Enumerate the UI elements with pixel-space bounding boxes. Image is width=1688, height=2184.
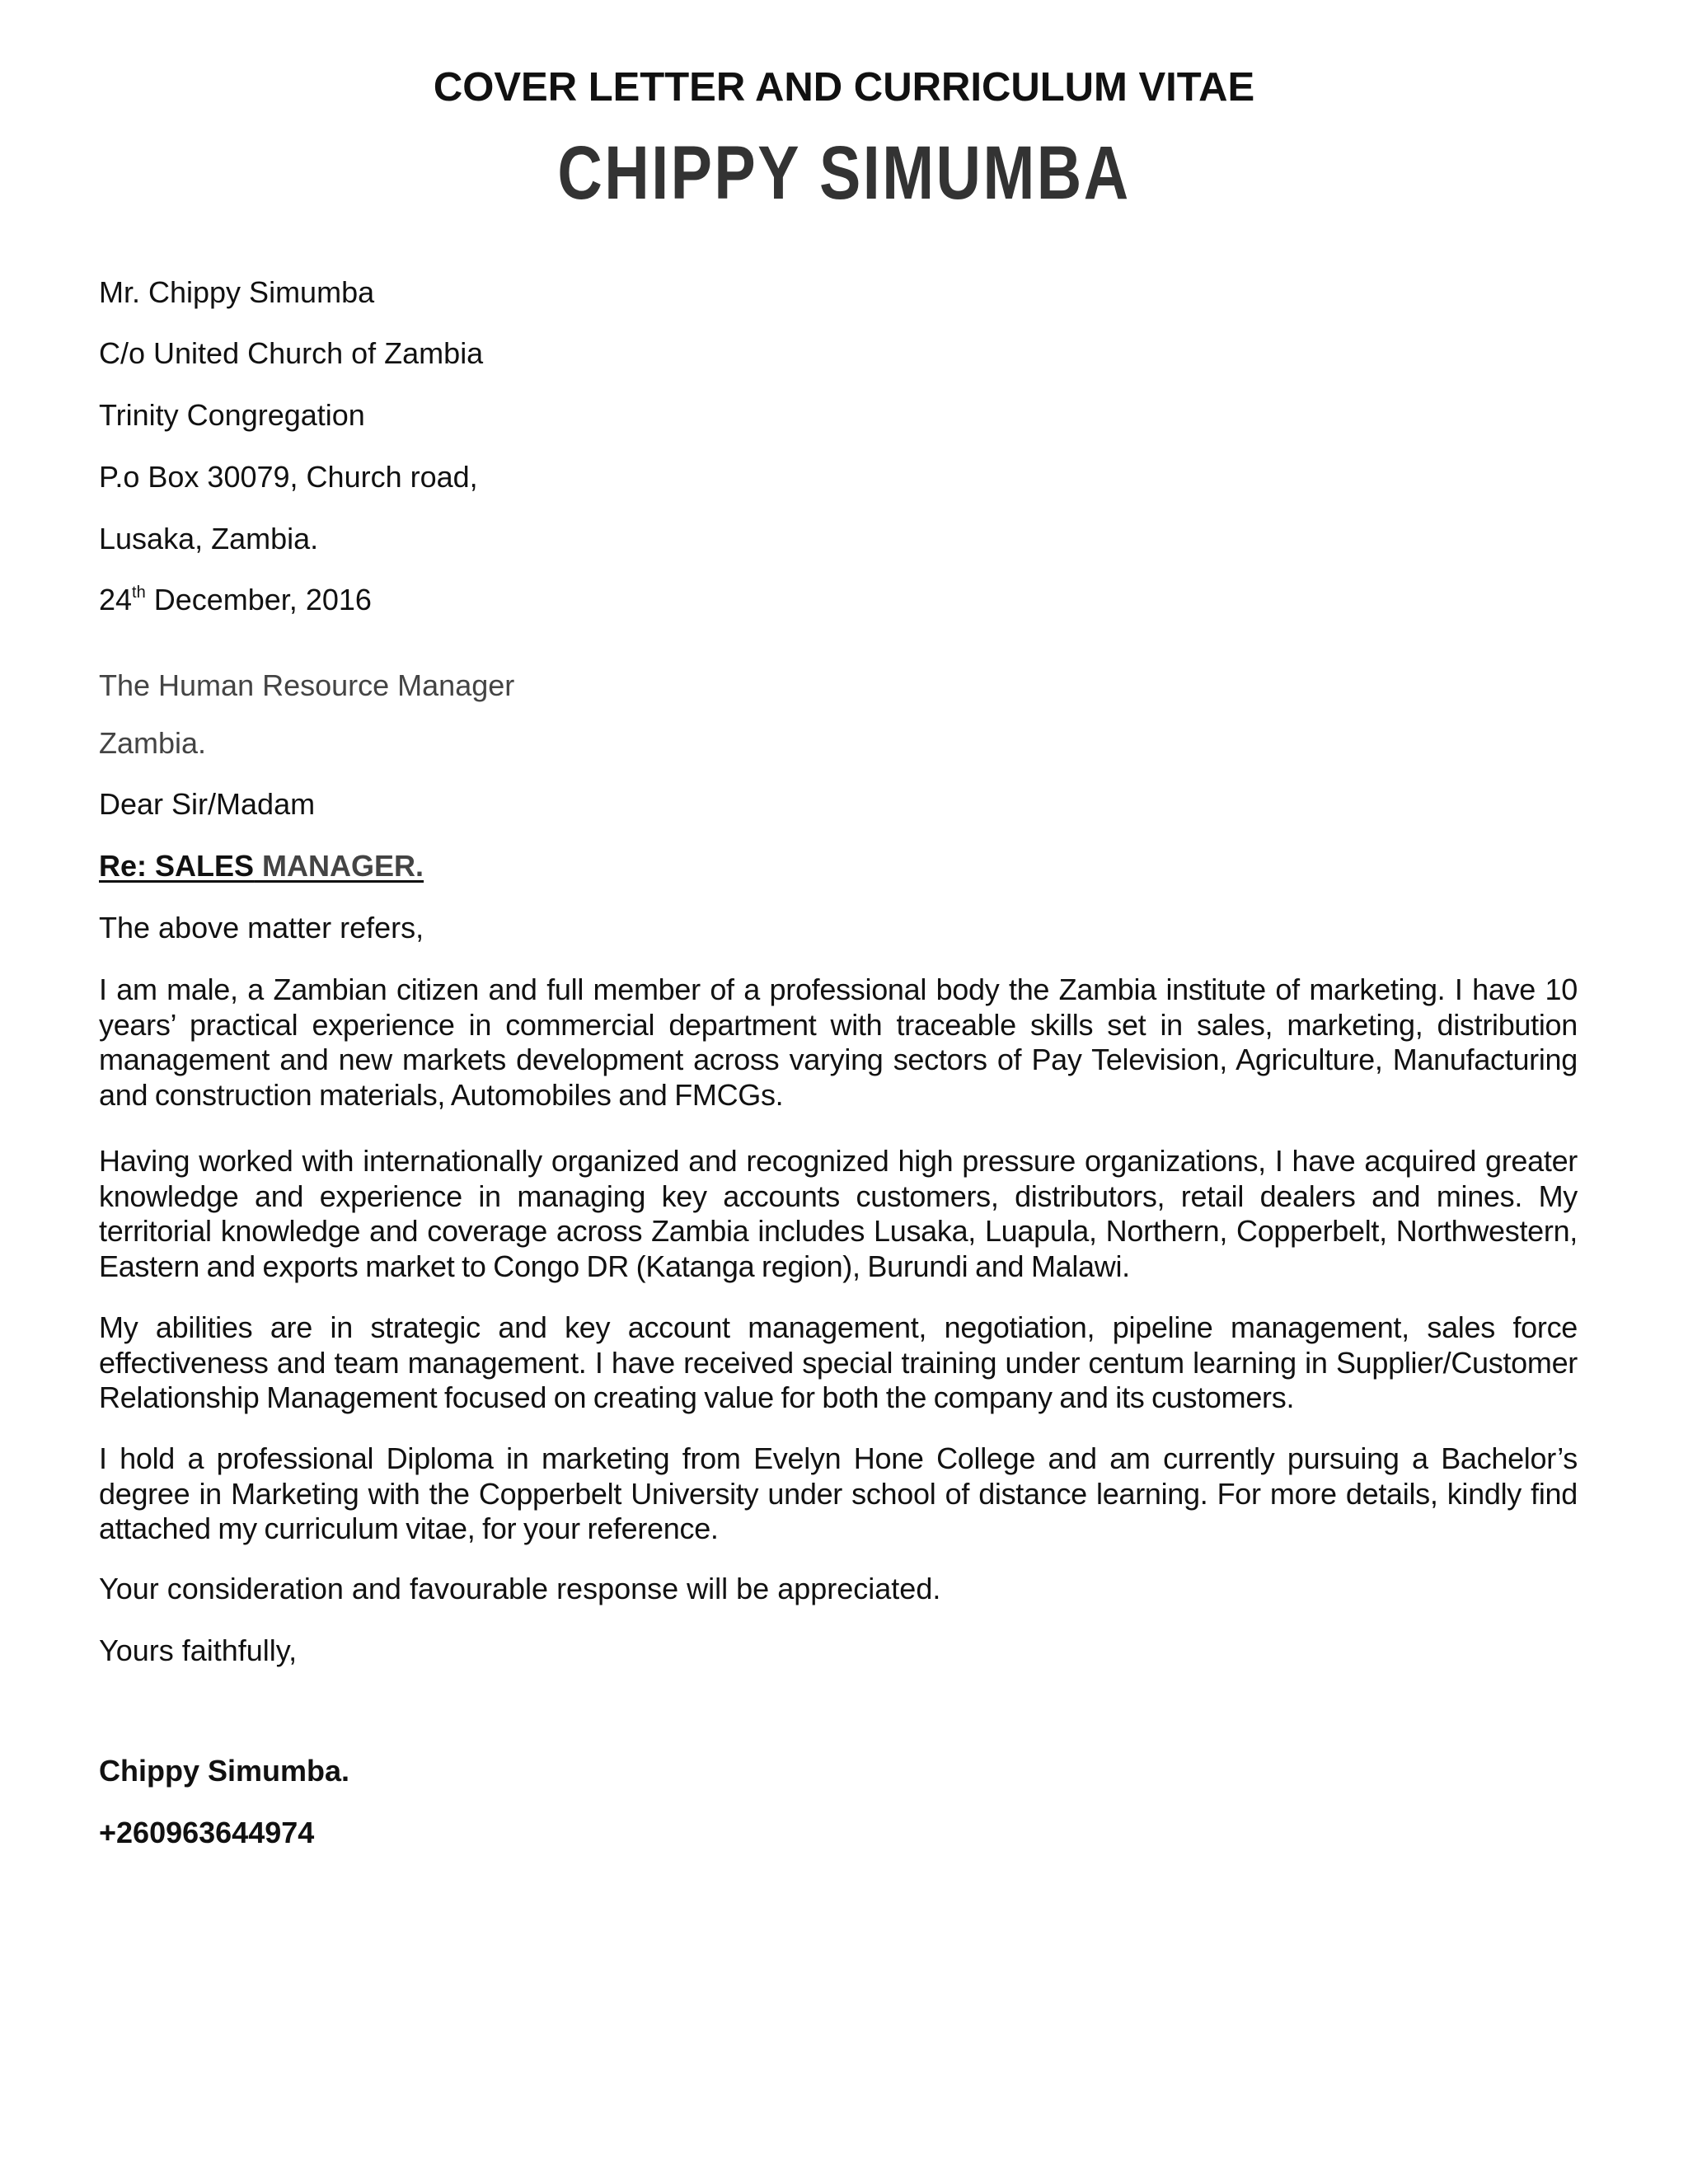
- sender-address-line-2: Trinity Congregation: [99, 398, 365, 432]
- date-ordinal-suffix: th: [132, 583, 146, 602]
- sender-address-line-4: Lusaka, Zambia.: [99, 522, 319, 555]
- subject-line: [99, 849, 424, 883]
- body-paragraph-2: Having worked with internationally organized and recognized high pressure organizations, I have acquired greater knowledge and experience in managing key accounts customers, distributors, retail dealers and mines. My territorial knowledge and coverage across Zambia includes Lusaka, Luapula, Northern, Copperbelt, Northwestern, Eastern and exports market to Congo DR (Katanga region), Burundi and Malawi.: [99, 1144, 1578, 1283]
- sender-address-line-3: P.o Box 30079, Church road,: [99, 460, 478, 494]
- signature-name: Chippy Simumba.: [99, 1754, 350, 1788]
- body-paragraph-3: My abilities are in strategic and key account management, negotiation, pipeline management, sales force effectiveness and team management. I have received special training under centum learning in Supplier/Customer Relationship Management focused on creating value for both the company and its customers.: [99, 1310, 1578, 1414]
- date-day: 24: [99, 583, 133, 616]
- body-paragraph-1: I am male, a Zambian citizen and full member of a professional body the Zambia institute of marketing. I have 10 years’ practical experience in commercial department with traceable skills set in sales, marketing, distribution management and new markets development across varying sectors of Pay Television, Agriculture, Manufacturing and construction materials, Automobiles and FMCGs.: [99, 972, 1578, 1112]
- letter-date: [99, 583, 372, 617]
- sender-address-line-1: C/o United Church of Zambia: [99, 336, 484, 370]
- closing-line: Your consideration and favourable response will be appreciated.: [99, 1572, 941, 1605]
- phone-number: +260963644974: [99, 1816, 315, 1849]
- recipient-title: The Human Resource Manager: [99, 668, 515, 702]
- applicant-name-heading: CHIPPY SIMUMBA: [557, 131, 1131, 215]
- valediction: Yours faithfully,: [99, 1633, 298, 1667]
- sender-name: Mr. Chippy Simumba: [99, 275, 375, 309]
- opening-line: The above matter refers,: [99, 911, 424, 944]
- subject-prefix: Re: SALES: [99, 849, 255, 883]
- document-title: COVER LETTER AND CURRICULUM VITAE: [433, 65, 1255, 110]
- subject-role: MANAGER.: [254, 849, 424, 883]
- salutation: Dear Sir/Madam: [99, 787, 316, 821]
- date-month-year: December, 2016: [145, 583, 372, 616]
- body-paragraph-4: I hold a professional Diploma in marketing from Evelyn Hone College and am currently pursuing a Bachelor’s degree in Marketing with the Copperbelt University under school of distance learning. For more details, kindly find attached my curriculum vitae, for your reference.: [99, 1441, 1578, 1545]
- recipient-location: Zambia.: [99, 726, 207, 760]
